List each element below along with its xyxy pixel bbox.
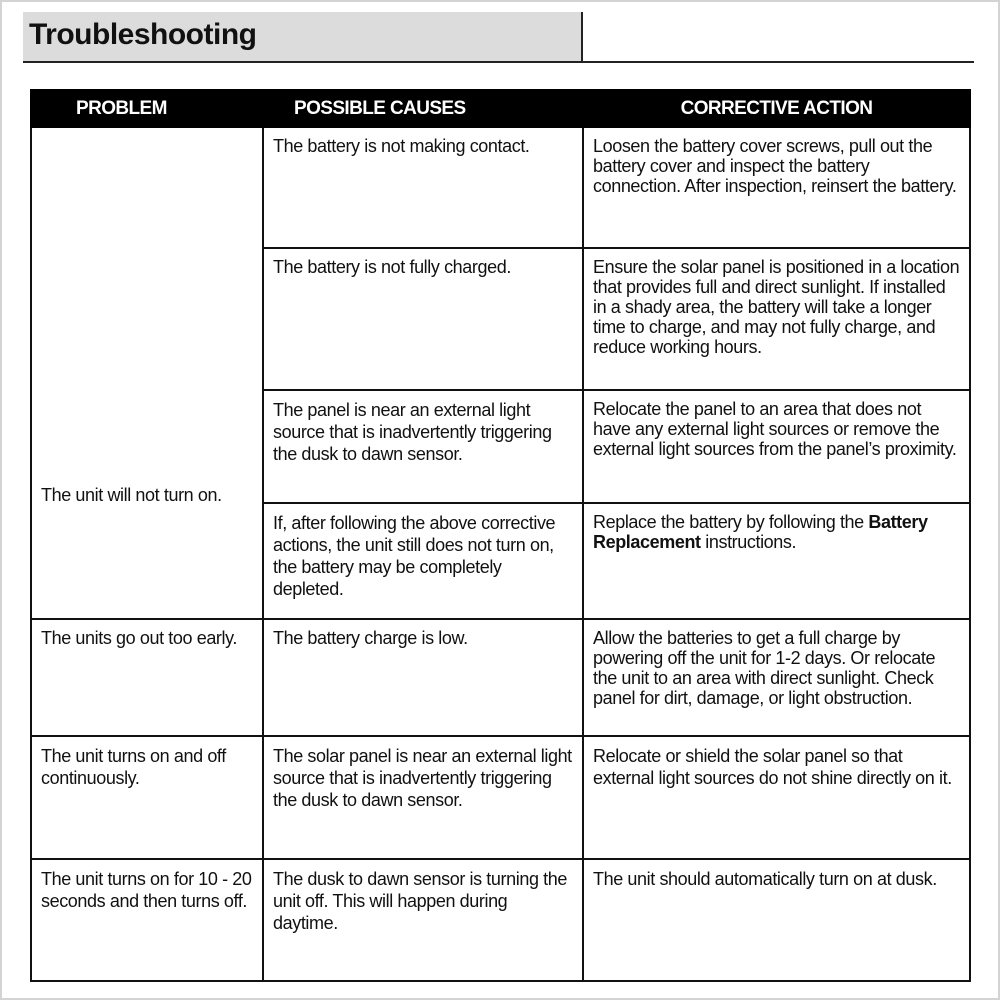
page-title: Troubleshooting — [29, 18, 257, 51]
cause-cell: The solar panel is near an external light source that is inadvertently triggering the dusk to dawn sensor. — [263, 736, 583, 859]
cause-cell: The battery charge is low. — [263, 619, 583, 736]
troubleshooting-table — [30, 89, 971, 982]
problem-cell: The unit turns on and off continuously. — [31, 736, 263, 859]
problem-cell: The units go out too early. — [31, 619, 263, 736]
action-cell: Allow the batteries to get a full charge by powering off the unit for 1-2 days. Or relocate the unit to an area with direct sunlight. Check panel for dirt, damage, or light obstruction. — [583, 619, 970, 736]
header-corrective-action: CORRECTIVE ACTION — [583, 90, 970, 127]
table-row — [31, 619, 970, 736]
battery-replacement-reference: Battery Replacement — [593, 512, 928, 552]
cause-cell: The battery is not making contact. — [263, 127, 583, 248]
problem-cell: The unit turns on for 10 - 20 seconds and then turns off. — [31, 859, 263, 981]
cause-cell: The battery is not fully charged. — [263, 248, 583, 390]
header-problem: PROBLEM — [31, 90, 263, 127]
header-possible-causes: POSSIBLE CAUSES — [263, 90, 583, 127]
table-header-row — [31, 90, 970, 127]
cause-cell: The panel is near an external light source that is inadvertently triggering the dusk to dawn sensor. — [263, 390, 583, 503]
table-row — [31, 127, 970, 248]
action-text: instructions. — [700, 532, 797, 552]
cause-cell: If, after following the above corrective actions, the unit still does not turn on, the battery may be completely depleted. — [263, 503, 583, 619]
title-underline — [23, 61, 974, 63]
action-cell: Ensure the solar panel is positioned in a location that provides full and direct sunlight. If installed in a shady area, the battery will take a longer time to charge, and may not fully charge, and reduce working hours. — [583, 248, 970, 390]
action-cell: Relocate or shield the solar panel so that external light sources do not shine directly on it. — [583, 736, 970, 859]
action-text: Replace the battery by following the — [593, 512, 869, 532]
table-row — [31, 859, 970, 981]
action-cell: Relocate the panel to an area that does not have any external light sources or remove the external light sources from the panel’s proximity. — [583, 390, 970, 503]
section-title-box — [23, 12, 583, 62]
action-cell: The unit should automatically turn on at dusk. — [583, 859, 970, 981]
table-row — [31, 736, 970, 859]
problem-cell: The unit will not turn on. — [31, 127, 263, 619]
action-cell — [583, 503, 970, 619]
action-cell: Loosen the battery cover screws, pull out the battery cover and inspect the battery connection. After inspection, reinsert the battery. — [583, 127, 970, 248]
cause-cell: The dusk to dawn sensor is turning the unit off. This will happen during daytime. — [263, 859, 583, 981]
